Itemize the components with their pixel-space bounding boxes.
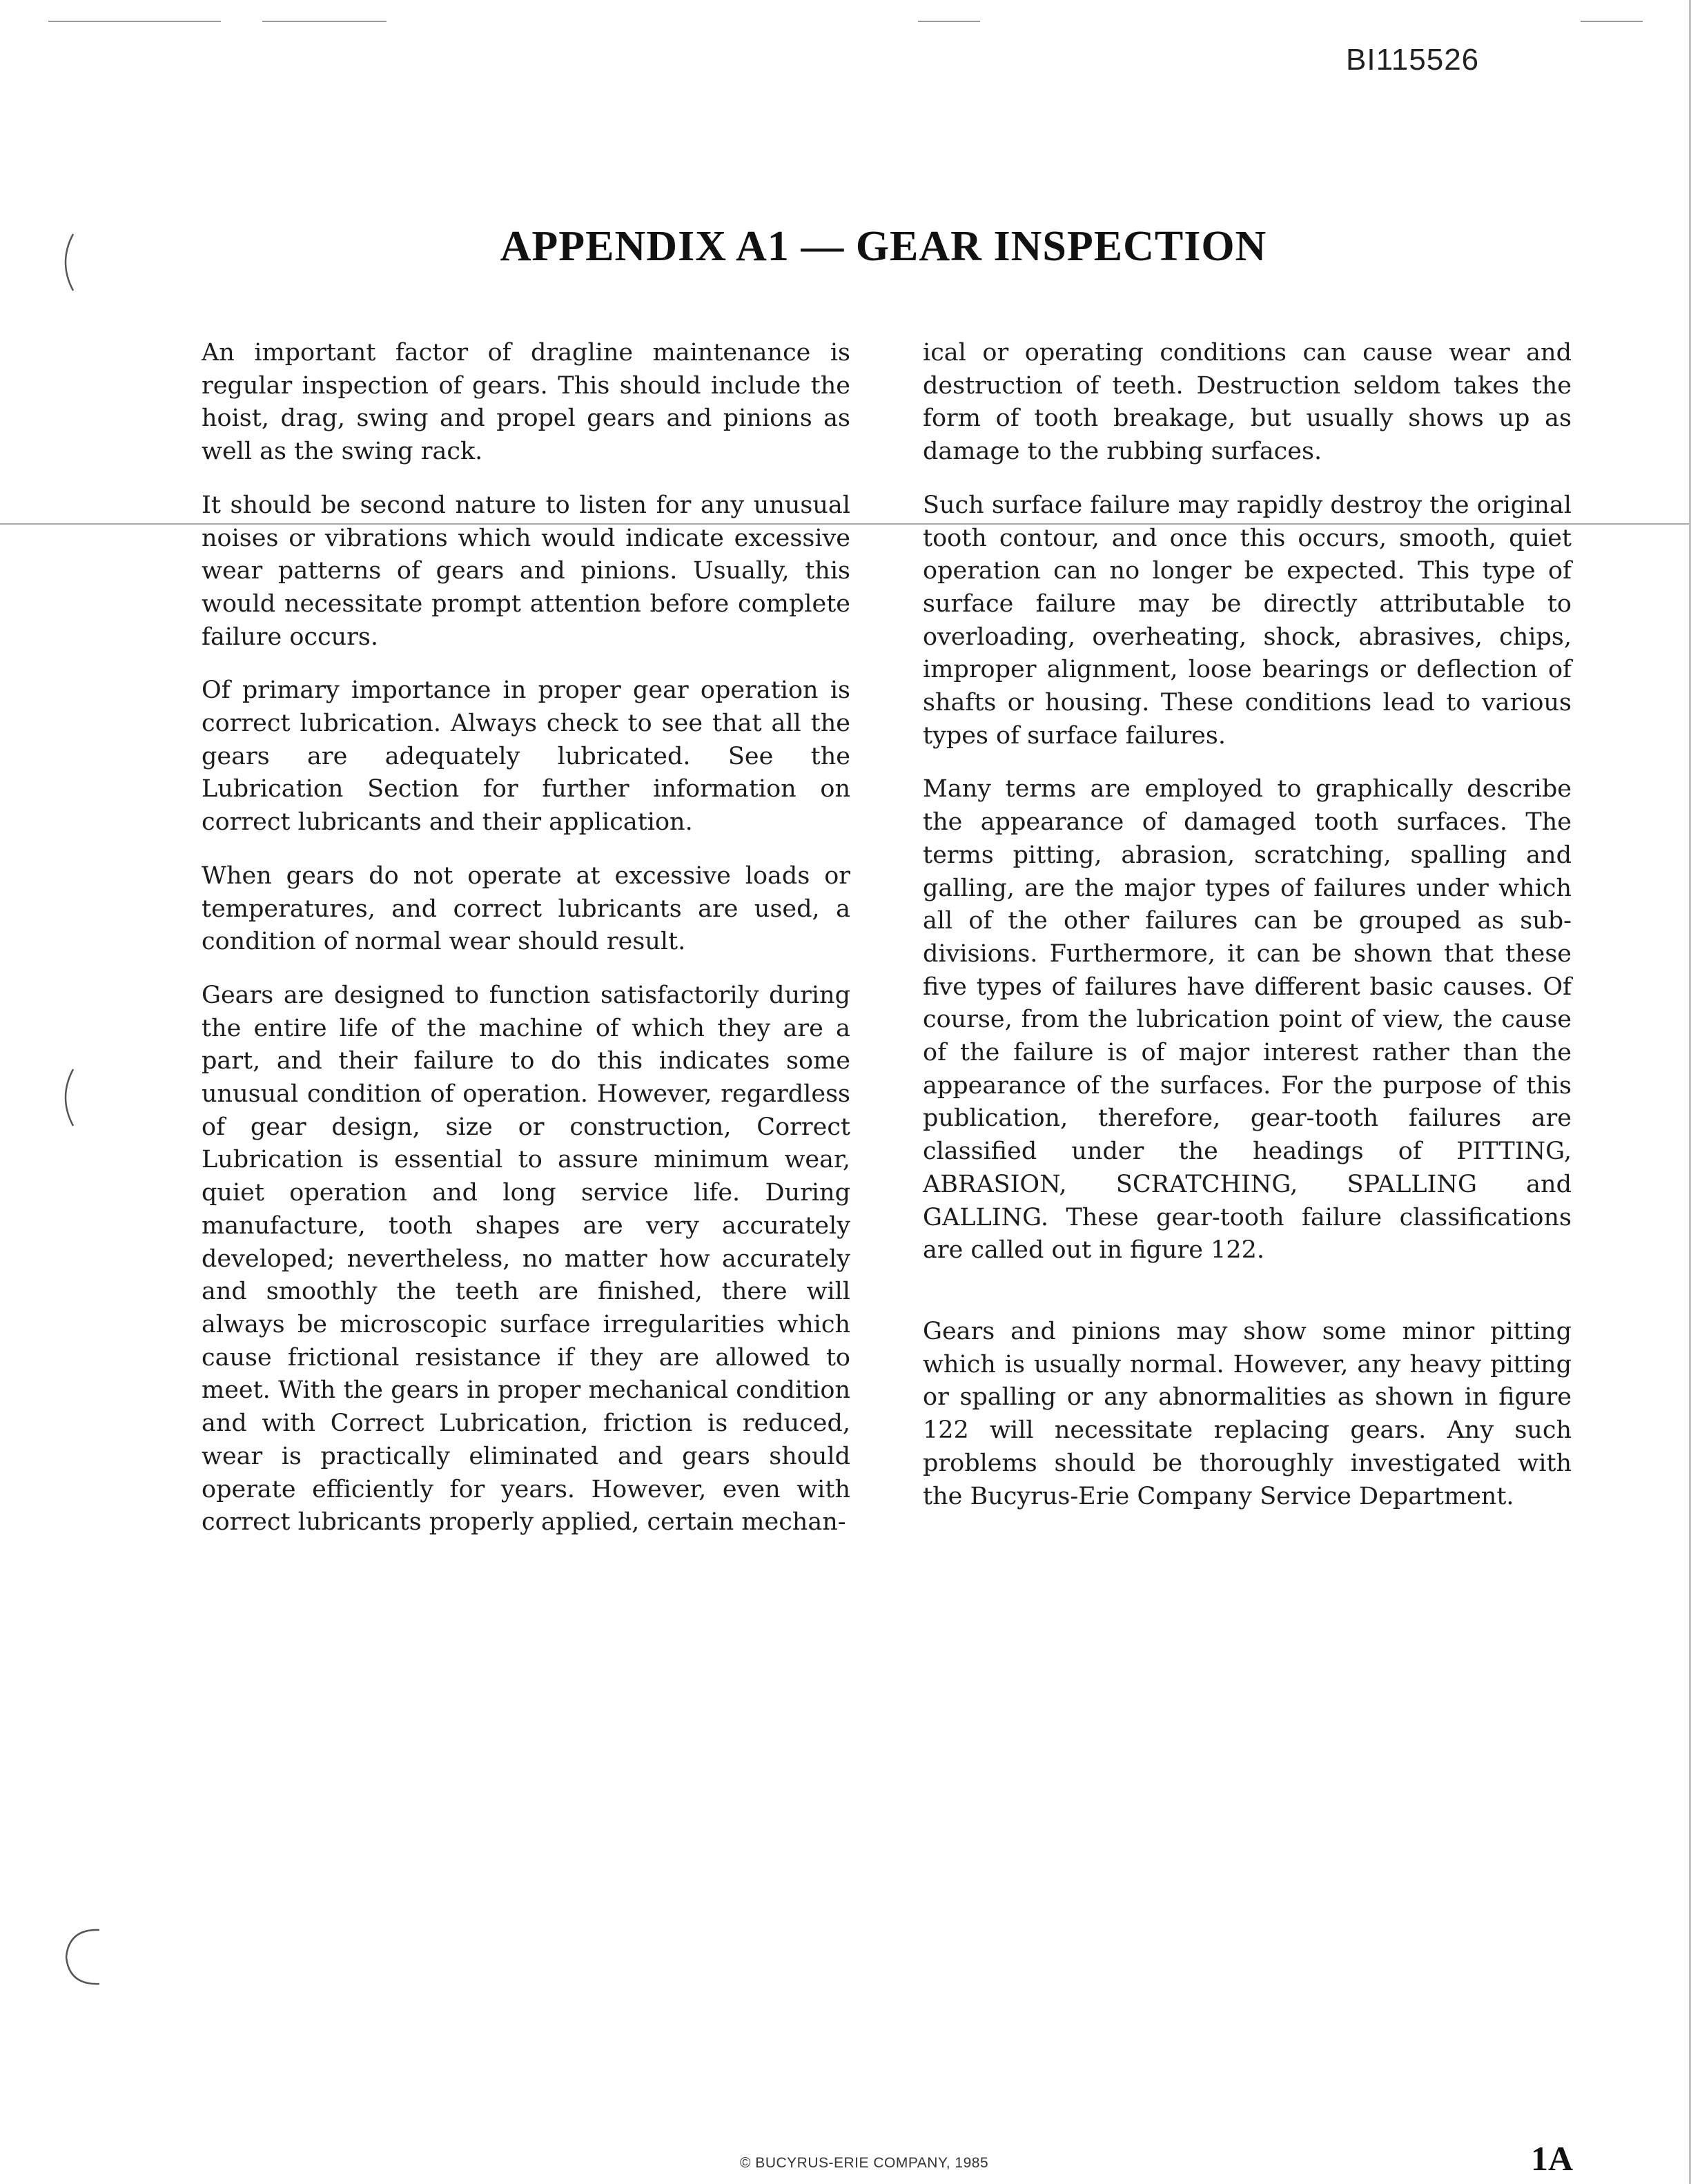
copyright-notice: © BUCYRUS-ERIE COMPANY, 1985 [740, 2155, 989, 2171]
scan-artifact-top [918, 21, 980, 22]
binder-hole-mark [55, 1926, 104, 1988]
scan-artifact-top [48, 21, 221, 22]
left-column [202, 337, 850, 1560]
paragraph: When gears do not operate at excessive loads or temperatures, and correct lubricants are used, a condition of normal wear should result. [202, 861, 850, 956]
paragraph: Gears and pinions may show some minor pitting which is usually normal. However, any heavy pitting or spalling or any abnormalities as shown in figure 122 will necessitate replacing gears. Any such problems should be thoroughly investigated with the Bucyrus-Erie Company Service Department. [923, 1317, 1572, 1510]
binder-hole-mark [55, 1066, 76, 1129]
right-column [923, 337, 1572, 1534]
paragraph: An important factor of dragline maintenance is regular inspection of gears. This should include the hoist, drag, swing and propel gears and pinions as well as the swing rack. [202, 339, 850, 466]
page-title: APPENDIX A1 — GEAR INSPECTION [500, 223, 1267, 270]
paragraph: ical or operating conditions can cause wear and destruction of teeth. Destruction seldom takes the form of tooth breakage, but usually shows up as damage to the rubbing surfaces. [923, 339, 1572, 466]
page-number: 1A [1531, 2139, 1574, 2178]
document-id: BI115526 [1346, 43, 1480, 77]
paragraph: Gears are designed to function satisfactorily during the entire life of the machine of which they are a part, and their failure to do this indicates some unusual condition of operation. However, regardless of gear design, size or construction, Correct Lubrication is essential to assure minimum wear, quiet operation and long service life. During manufacture, tooth shapes are very accurately developed; nevertheless, no matter how accurately and smoothly the teeth are finished, there will always be microscopic surface irregularities which cause frictional resistance if they are allowed to meet. With the gears in proper mechanical condition and with Correct Lubrication, friction is reduced, wear is practically eliminated and gears should operate efficiently for years. However, even with correct lubricants properly applied, certain mechan- [202, 981, 850, 1537]
paragraph: Of primary importance in proper gear operation is correct lubrication. Always check to see that all the gears are adequately lubricated. See the Lubrication Section for further information on correct lubricants and their application. [202, 676, 850, 837]
paragraph: Such surface failure may rapidly destroy the original tooth contour, and once this occurs, smooth, quiet operation can no longer be expected. This type of surface failure may be directly attributable to overloading, overheating, shock, abrasives, chips, improper alignment, loose bearings or deflection of shafts or housing. These conditions lead to various types of surface failures. [923, 491, 1572, 750]
scan-artifact-top [262, 21, 387, 22]
scan-artifact-top [1581, 21, 1643, 22]
paragraph: It should be second nature to listen for any unusual noises or vibrations which would indicate excessive wear patterns of gears and pinions. Usually, this would necessitate prompt attention before complete failure occurs. [202, 491, 850, 651]
paragraph: Many terms are employed to graphically describe the appearance of damaged tooth surfaces. The terms pitting, abrasion, scratching, spalling and galling, are the major types of failures under which all of the other failures can be grouped as sub-divisions. Furthermore, it can be shown that these five types of failures have different basic causes. Of course, from the lubrication point of view, the cause of the failure is of major interest rather than the appearance of the surfaces. For the purpose of this publication, therefore, gear-tooth failures are classified under the headings of PITTING, ABRASION, SCRATCHING, SPALLING and GALLING. These gear-tooth failure classifications are called out in figure 122. [923, 775, 1572, 1265]
